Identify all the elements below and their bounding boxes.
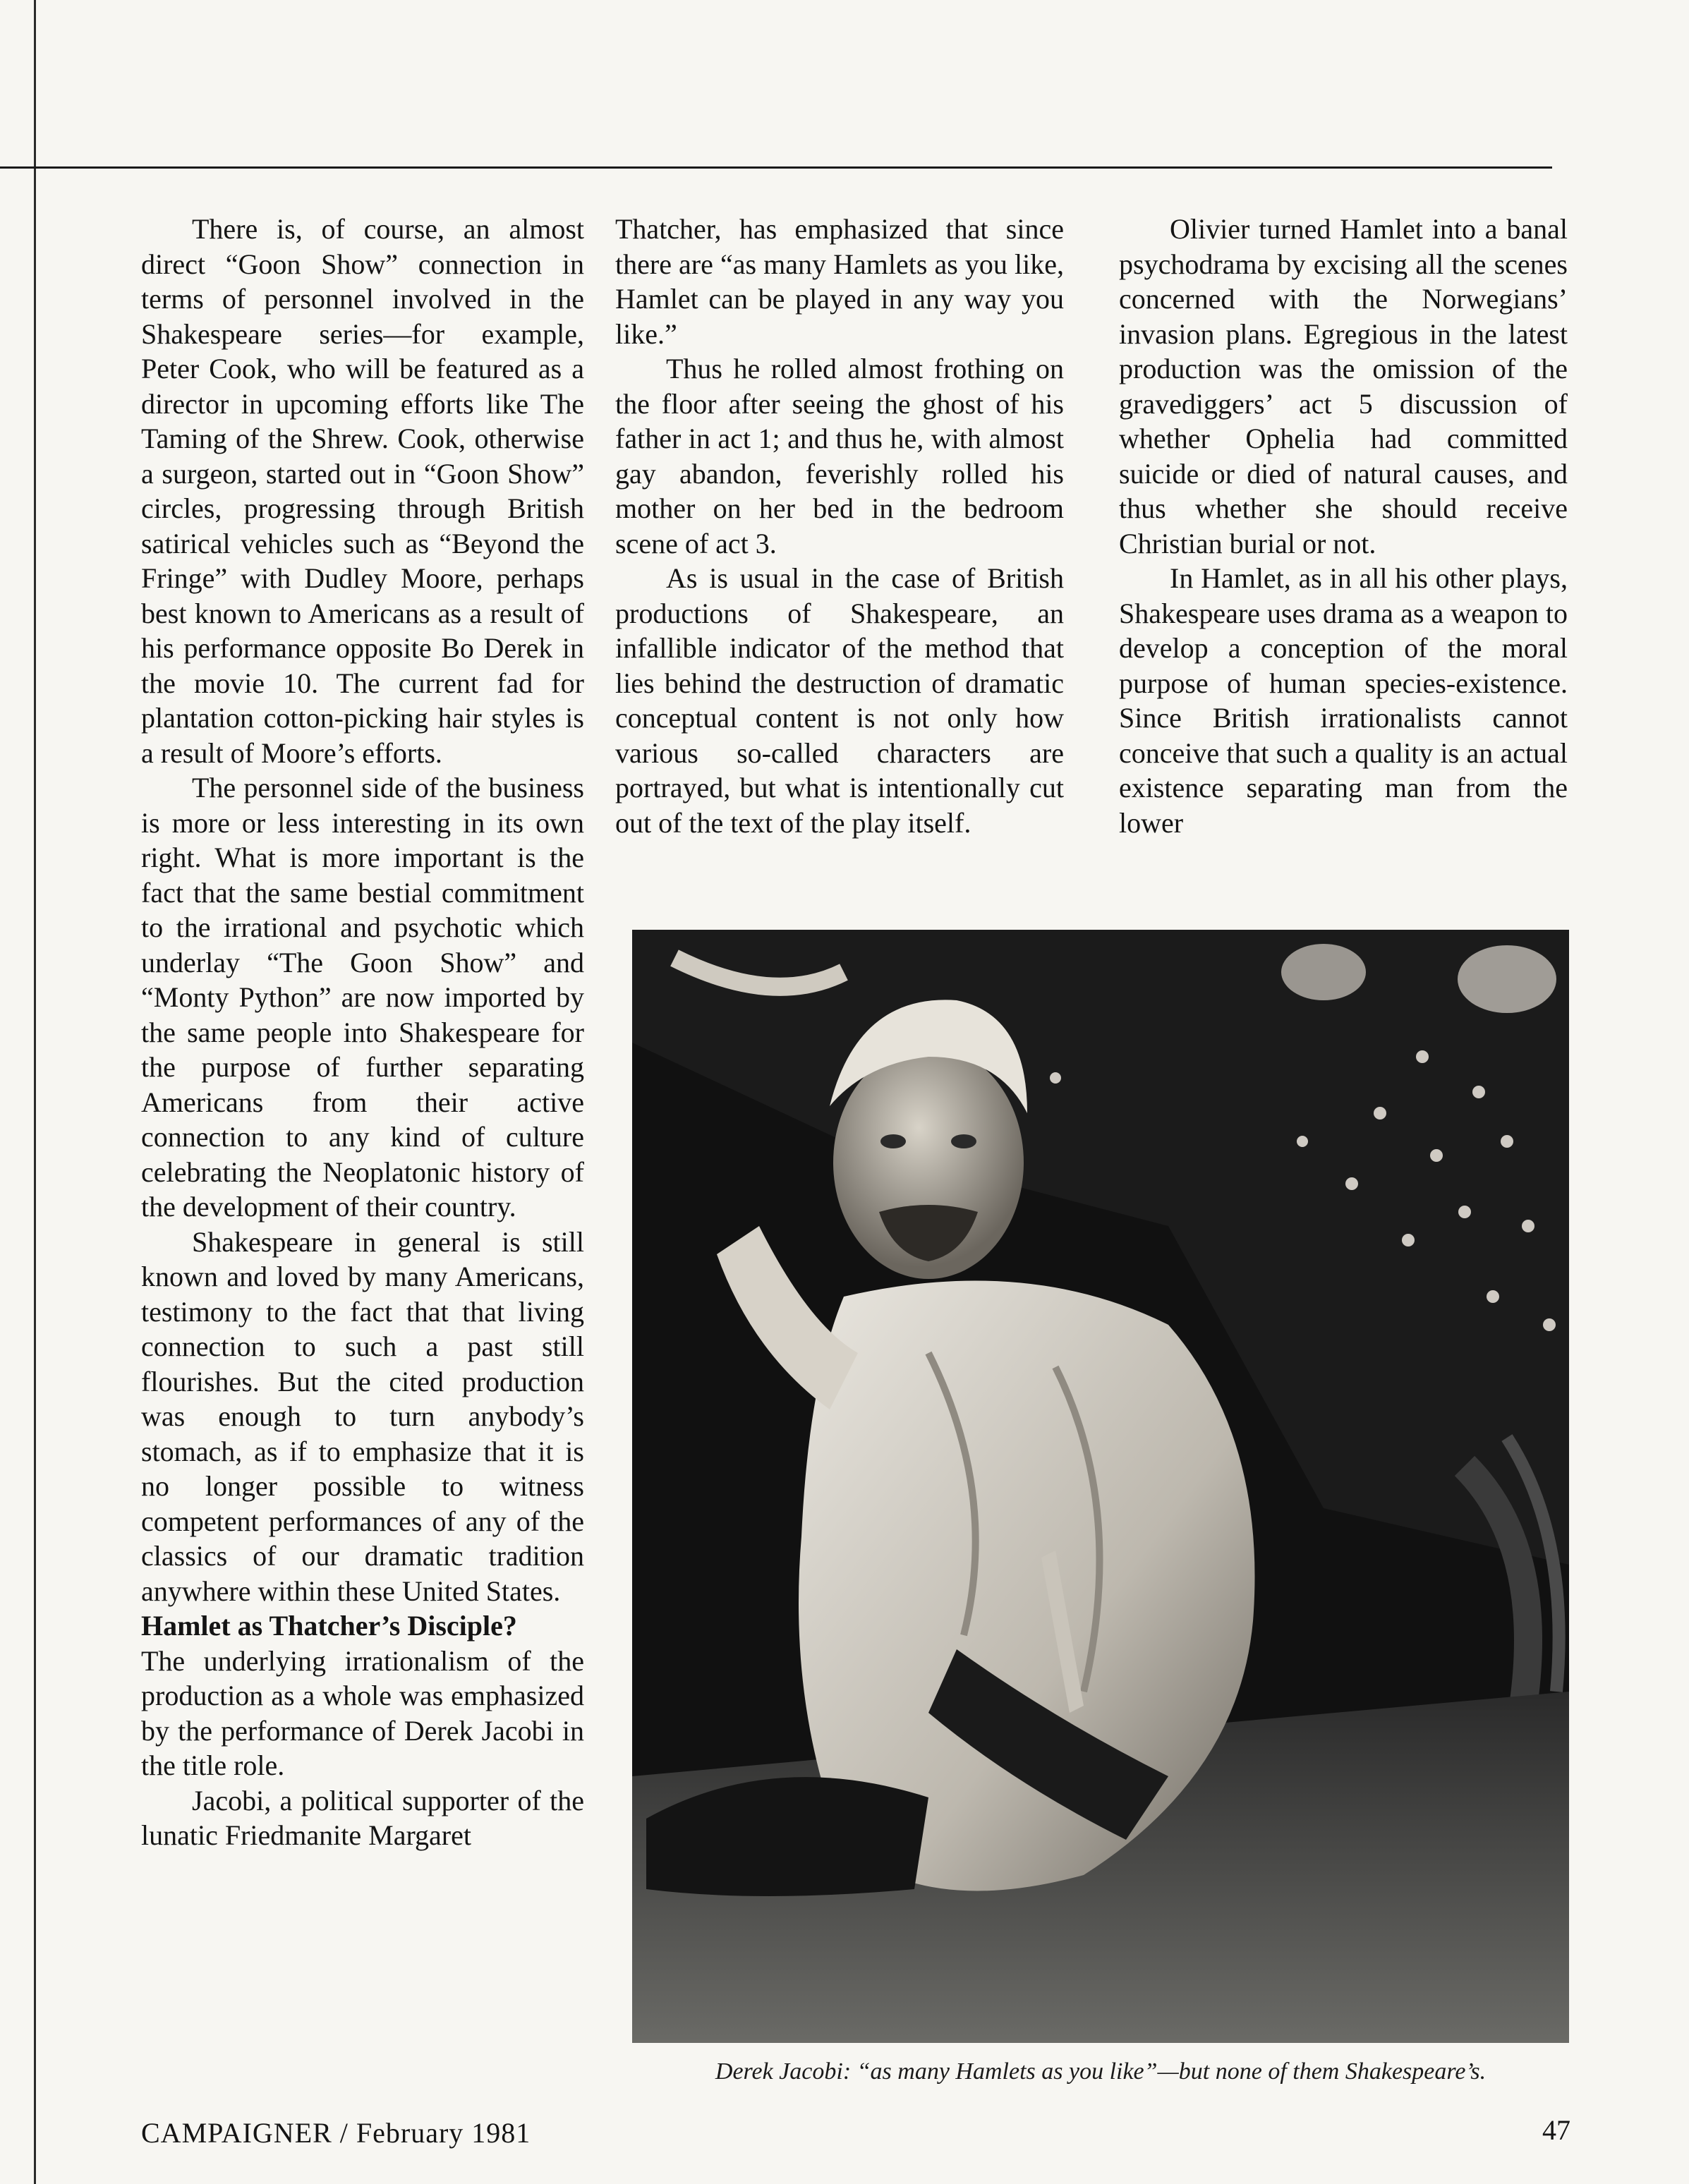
- paragraph: The personnel side of the business is more or less interesting in its own right. What is more important is the fact that the same bestial commitment to the irrational and psychotic which underlay “The Goon Show” and “Monty Python” are now imported by the same people into Shakespeare for the purpose of further separating Americans from their active connection to any kind of culture celebrating the Neoplatonic history of the development of their country.: [141, 772, 584, 1223]
- paragraph: Shakespeare in general is still known and loved by many Americans, testimony to the fact that that living connection to such a past still flourishes. But the cited production was enough to turn anybody’s stomach, as if to emphasize that it is no longer possible to witness competent performances of any of the classics of our dramatic tradition anywhere within these United States.: [141, 1225, 584, 1607]
- publication-footer: CAMPAIGNER / February 1981: [141, 2117, 531, 2149]
- paragraph: The underlying irrationalism of the production as a whole was emphasized by the performance of Derek Jacobi in the title role.: [141, 1644, 584, 1781]
- paragraph: Olivier turned Hamlet into a banal psychodrama by excising all the scenes concerned with the Norwegians’ invasion plans. Egregious in the latest production was the omission of the gravediggers’ act 5 discussion of whether Ophelia had committed suicide or died of natural causes, and thus whether she should receive Christian burial or not.: [1119, 213, 1568, 559]
- page-number: 47: [1542, 2114, 1570, 2146]
- header-rule: [0, 166, 1552, 169]
- actor-photo: [632, 930, 1569, 2043]
- paragraph: Jacobi, a political supporter of the lunatic Friedmanite Margaret: [141, 1784, 584, 1851]
- paragraph: As is usual in the case of British productions of Shakespeare, an infallible indicator of the method that lies behind the destruction of dramatic conceptual content is not only how various so-called characters are portrayed, but what is intentionally cut out of the text of the play itself.: [615, 562, 1064, 839]
- paragraph: Thus he rolled almost frothing on the floor after seeing the ghost of his father in act 1; and thus he, with almost gay abandon, feverishly rolled his mother on her bed in the bedroom scene of act 3.: [615, 353, 1064, 559]
- article-column-3: [1119, 212, 1568, 840]
- article-column-2: [615, 212, 1064, 840]
- paragraph: There is, of course, an almost direct “Goon Show” connection in terms of personnel involved in the Shakespeare series—for example, Peter Cook, who will be featured as a director in upcoming efforts like The Taming of the Shrew. Cook, otherwise a surgeon, started out in “Goon Show” circles, progressing through British satirical vehicles such as “Beyond the Fringe” with Dudley Moore, perhaps best known to Americans as a result of his performance opposite Bo Derek in the movie 10. The current fad for plantation cotton-picking hair styles is a result of Moore’s efforts.: [141, 213, 584, 769]
- paragraph: Thatcher, has emphasized that since there are “as many Hamlets as you like, Hamlet can be played in any way you like.”: [615, 213, 1064, 350]
- photo-caption: Derek Jacobi: “as many Hamlets as you like”—but none of them Shakespeare’s.: [715, 2058, 1487, 2085]
- left-margin-rule: [34, 0, 36, 2184]
- paragraph: In Hamlet, as in all his other plays, Shakespeare uses drama as a weapon to develop a conception of the moral purpose of human species-existence. Since British irrationalists cannot conceive that such a quality is an actual existence separating man from the lower: [1119, 562, 1568, 839]
- section-subhead: Hamlet as Thatcher’s Disciple?: [141, 1610, 517, 1642]
- article-column-1: [141, 212, 584, 1853]
